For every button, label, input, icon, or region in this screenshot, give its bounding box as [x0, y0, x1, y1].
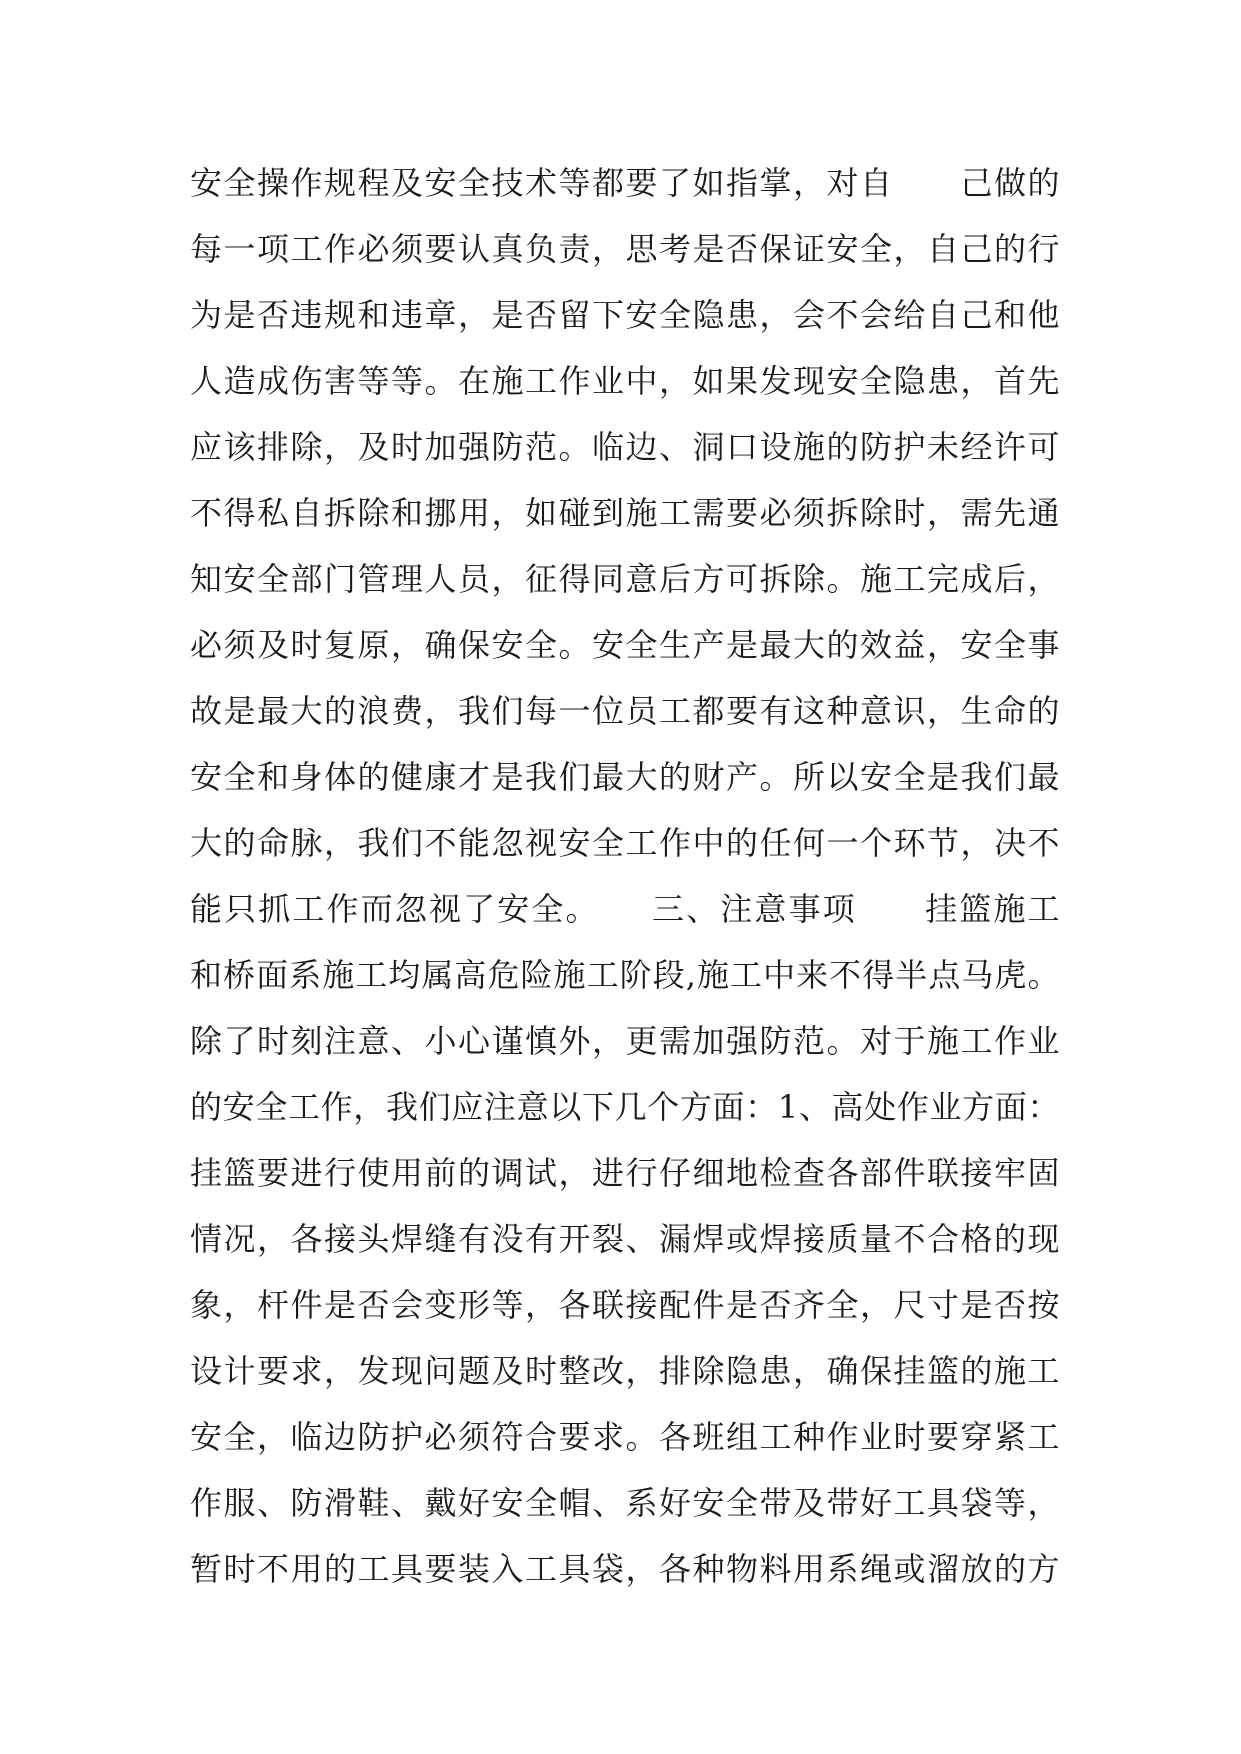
text-line-7: 知安全部门管理人员，征得同意后方可拆除。施工完成后， [190, 560, 1060, 598]
text-line-19: 设计要求，发现问题及时整改，排除隐患，确保挂篮的施工 [190, 1352, 1060, 1390]
text-line-20: 安全，临边防护必须符合要求。各班组工种作业时要穿紧工 [190, 1418, 1060, 1456]
text-line-12: 能只抓工作而忽视了安全。 三、注意事项 挂篮施工 [190, 890, 1060, 928]
body-text [190, 150, 1060, 1602]
text-line-14: 除了时刻注意、小心谨慎外，更需加强防范。对于施工作业 [190, 1022, 1060, 1060]
text-line-2: 每一项工作必须要认真负责，思考是否保证安全，自己的行 [190, 230, 1060, 268]
text-line-13: 和桥面系施工均属高危险施工阶段,施工中来不得半点马虎。 [190, 956, 1060, 994]
text-line-5: 应该排除，及时加强防范。临边、洞口设施的防护未经许可 [190, 428, 1060, 466]
text-line-9: 故是最大的浪费，我们每一位员工都要有这种意识，生命的 [190, 692, 1060, 730]
text-line-21: 作服、防滑鞋、戴好安全帽、系好安全带及带好工具袋等， [190, 1484, 1060, 1522]
text-line-1: 安全操作规程及安全技术等都要了如指掌，对自 己做的 [190, 164, 1060, 202]
text-line-10: 安全和身体的健康才是我们最大的财产。所以安全是我们最 [190, 758, 1060, 796]
text-line-22: 暂时不用的工具要装入工具袋，各种物料用系绳或溜放的方 [190, 1550, 1060, 1588]
text-line-18: 象，杆件是否会变形等，各联接配件是否齐全，尺寸是否按 [190, 1286, 1060, 1324]
text-line-15: 的安全工作，我们应注意以下几个方面：1、高处作业方面： [190, 1088, 1060, 1126]
text-line-11: 大的命脉，我们不能忽视安全工作中的任何一个环节，决不 [190, 824, 1060, 862]
text-line-16: 挂篮要进行使用前的调试，进行仔细地检查各部件联接牢固 [190, 1154, 1060, 1192]
text-line-4: 人造成伤害等等。在施工作业中，如果发现安全隐患，首先 [190, 362, 1060, 400]
text-line-6: 不得私自拆除和挪用，如碰到施工需要必须拆除时，需先通 [190, 494, 1060, 532]
text-line-8: 必须及时复原，确保安全。安全生产是最大的效益，安全事 [190, 626, 1060, 664]
text-line-3: 为是否违规和违章，是否留下安全隐患，会不会给自己和他 [190, 296, 1060, 334]
text-line-17: 情况，各接头焊缝有没有开裂、漏焊或焊接质量不合格的现 [190, 1220, 1060, 1258]
